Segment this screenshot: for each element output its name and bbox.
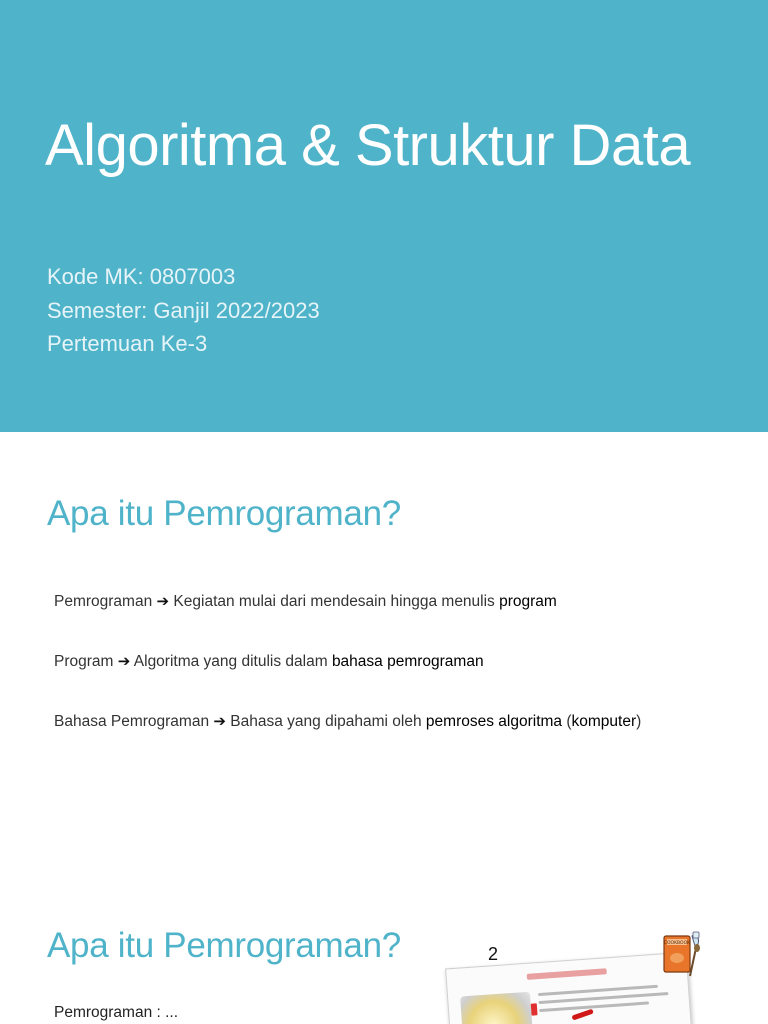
red-pen-mark	[571, 1009, 593, 1021]
slide-heading: Apa itu Pemrograman?	[47, 494, 401, 533]
definition-highlight: program	[499, 593, 557, 610]
arrow-right-icon: ➔	[213, 713, 226, 730]
definition-row	[54, 712, 641, 731]
definition-slide	[0, 432, 768, 882]
slide-heading: Apa itu Pemrograman?	[47, 926, 401, 965]
recipe-image	[445, 952, 693, 1024]
recipe-text-line	[539, 1001, 649, 1012]
definition-paren-highlight: komputer	[571, 713, 637, 730]
example-slide	[0, 882, 768, 1024]
definition-term: Bahasa Pemrograman	[54, 713, 210, 730]
definition-term: Pemrograman	[54, 593, 153, 610]
definition-desc: Bahasa yang dipahami oleh	[230, 713, 422, 730]
definition-highlight: pemroses algoritma	[425, 713, 563, 730]
definition-highlight: bahasa pemrograman	[331, 653, 484, 670]
cookbook-icon	[662, 930, 702, 978]
recipe-header-strip	[527, 968, 607, 980]
slide-body-text: Pemrograman : ...	[54, 1004, 179, 1021]
paren-open: (	[562, 713, 572, 730]
definition-desc: Algoritma yang ditulis dalam	[133, 653, 328, 670]
title-slide	[0, 0, 768, 432]
paren-close: )	[636, 713, 642, 730]
arrow-right-icon: ➔	[156, 593, 170, 610]
presentation-title: Algoritma & Struktur Data	[45, 113, 691, 178]
step-number-marker	[531, 1003, 538, 1015]
definition-desc: Kegiatan mulai dari mendesain hingga menulis	[173, 593, 495, 610]
semester: Semester: Ganjil 2022/2023	[47, 297, 320, 323]
course-code: Kode MK: 0807003	[47, 264, 236, 289]
definition-term: Program	[54, 653, 114, 670]
definition-row	[54, 652, 484, 671]
noodle-photo	[460, 992, 535, 1024]
arrow-right-icon: ➔	[117, 653, 131, 670]
page-number: 2	[488, 944, 499, 964]
course-info	[47, 260, 320, 361]
meeting-number: Pertemuan Ke-3	[47, 331, 208, 356]
definition-row	[54, 592, 557, 611]
cookbook-label: COOKBOOK	[663, 941, 691, 946]
